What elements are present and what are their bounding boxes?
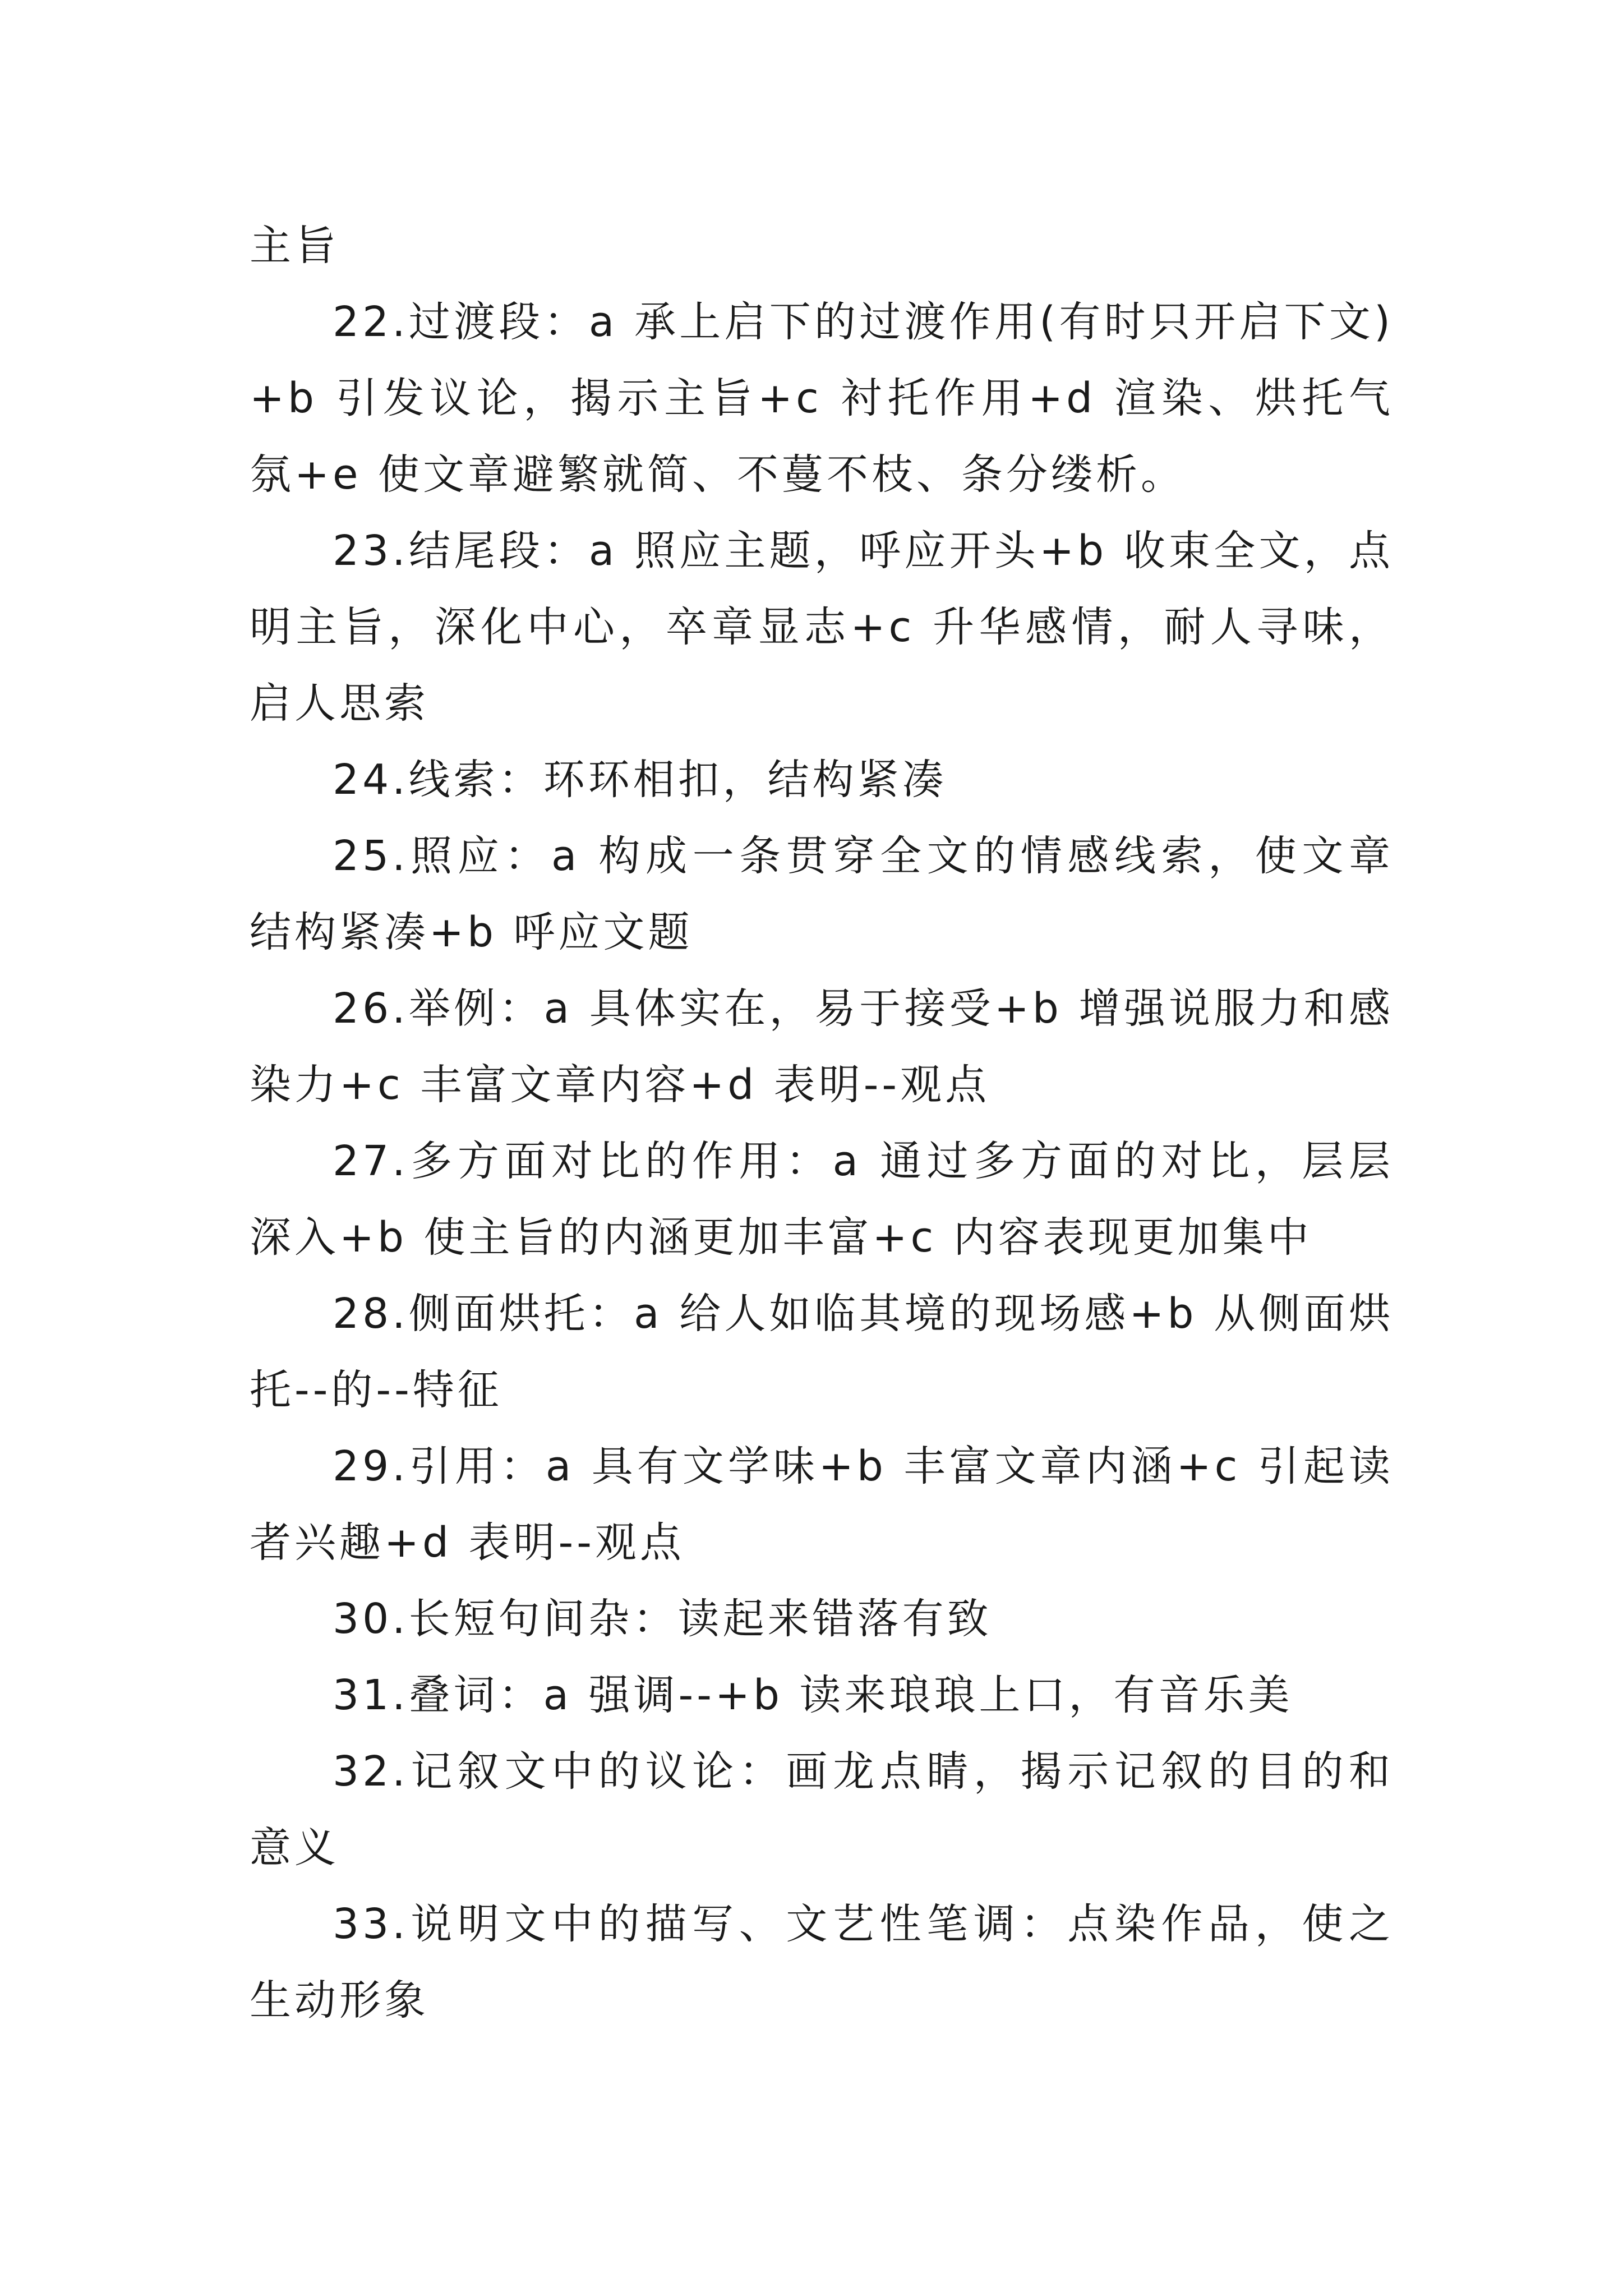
paragraph-33-expository-description: 33.说明文中的描写、文艺性笔调：点染作品，使之生动形象 bbox=[250, 1900, 1394, 2024]
paragraph-32-narrative-argument: 32.记叙文中的议论：画龙点睛，揭示记叙的目的和意义 bbox=[250, 1747, 1394, 1872]
paragraph-24-clue: 24.线索：环环相扣，结构紧凑 bbox=[333, 756, 947, 804]
paragraph-22-transition: 22.过渡段：a 承上启下的过渡作用(有时只开启下文)+b 引发议论，揭示主旨+c 衬托作用+d 渲染、烘托气氛+e 使文章避繁就简、不蔓不枝、条分缕析。 bbox=[250, 298, 1394, 499]
paragraph-27-contrast: 27.多方面对比的作用：a 通过多方面的对比，层层深入+b 使主旨的内涵更加丰富+c 内容表现更加集中 bbox=[250, 1137, 1394, 1262]
document-page bbox=[250, 208, 1394, 2039]
paragraph-29-quotation: 29.引用：a 具有文学味+b 丰富文章内涵+c 引起读者兴趣+d 表明--观点 bbox=[250, 1442, 1394, 1567]
paragraph-23-ending: 23.结尾段：a 照应主题，呼应开头+b 收束全文，点明主旨，深化中心，卒章显志+c 升华感情，耐人寻味，启人思索 bbox=[250, 527, 1394, 728]
paragraph-28-side-foil: 28.侧面烘托：a 给人如临其境的现场感+b 从侧面烘托--的--特征 bbox=[250, 1290, 1394, 1414]
paragraph-26-example: 26.举例：a 具体实在，易于接受+b 增强说服力和感染力+c 丰富文章内容+d 表明--观点 bbox=[250, 984, 1394, 1109]
paragraph-31-reduplication: 31.叠词：a 强调--+b 读来琅琅上口，有音乐美 bbox=[333, 1671, 1293, 1719]
paragraph-30-sentence-length: 30.长短句间杂：读起来错落有致 bbox=[333, 1595, 992, 1643]
paragraph-continuation: 主旨 bbox=[250, 222, 339, 270]
paragraph-25-echo: 25.照应：a 构成一条贯穿全文的情感线索，使文章结构紧凑+b 呼应文题 bbox=[250, 832, 1394, 956]
